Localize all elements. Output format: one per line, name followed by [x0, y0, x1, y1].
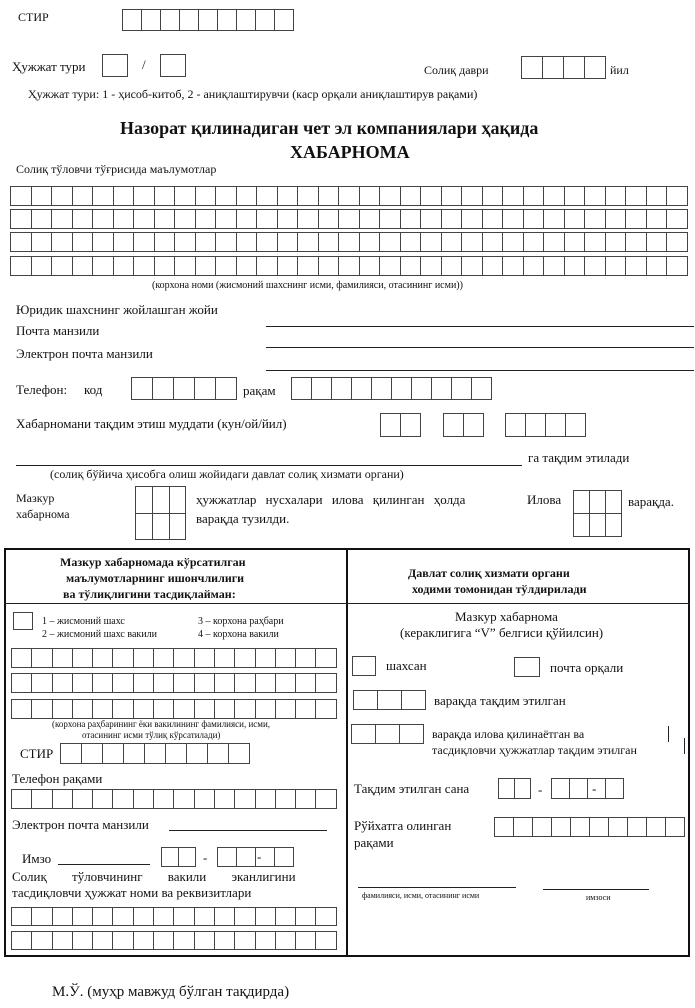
form-heading: ХАБАРНОМА [290, 142, 410, 162]
signature-line[interactable] [58, 864, 150, 865]
taxpayer-section-label: Солиқ тўловчи тўғрисида маълумотлар [16, 162, 217, 176]
rep-doc-row[interactable] [11, 931, 337, 950]
appendix-label: Илова [527, 492, 562, 507]
appendix-sheets-input[interactable] [573, 490, 622, 537]
year-label: йил [610, 63, 629, 77]
postal-label: Почта манзили [16, 323, 100, 338]
rep-doc-label-2: тасдиқловчи ҳужжат номи ва реквизитлари [12, 885, 252, 900]
phone-number-label: рақам [243, 383, 276, 398]
signature-date-dash-2: - [257, 849, 262, 864]
phone-code-input[interactable] [131, 377, 237, 400]
email-label: Электрон почта манзили [16, 346, 153, 361]
authority-sub-1: Мазкур хабарнома [455, 609, 558, 624]
rep-doc-label-1: Солиқ тўловчининг вакили эканлигини [12, 869, 296, 884]
signature-day-input[interactable] [161, 847, 196, 867]
deadline-year-input[interactable] [505, 413, 586, 437]
signer-stir-input[interactable] [60, 743, 250, 764]
doc-type-input[interactable] [102, 54, 128, 77]
confirm-header-3: ва тўлиқлигини тасдиқлайман: [63, 587, 236, 601]
notice-label-1: Мазкур [16, 491, 55, 505]
taxpayer-name-row[interactable] [10, 209, 688, 229]
submitted-sheets-label: варақда тақдим этилган [434, 693, 566, 708]
tax-period-year-input[interactable] [521, 56, 606, 79]
doc-type-slash: / [142, 57, 146, 72]
stir-input[interactable] [122, 9, 294, 31]
submission-date-dash-2: - [592, 781, 597, 796]
tax-authority-line[interactable] [16, 465, 522, 466]
address-label: Юридик шахснинг жойлашган жойи [16, 302, 218, 317]
phone-number-input[interactable] [291, 377, 492, 400]
appendix-docs-label-1: варақда илова қилинаётган ва [432, 727, 585, 741]
submitted-to-label: га тақдим этилади [528, 450, 630, 465]
signer-email-label: Электрон почта манзили [12, 817, 149, 832]
deadline-day-input[interactable] [380, 413, 421, 437]
by-mail-label: почта орқали [550, 660, 624, 675]
confirm-header-2: маълумотларнинг ишончлилиги [66, 571, 245, 585]
deadline-month-input[interactable] [443, 413, 484, 437]
official-name-line[interactable] [358, 887, 516, 888]
signer-type-input[interactable] [13, 612, 33, 630]
submission-date-dash-1: - [538, 782, 543, 797]
submission-date-label: Тақдим этилган сана [354, 781, 470, 796]
stir-label: СТИР [18, 10, 49, 24]
correction-number-input[interactable] [160, 54, 186, 77]
signature-month-input[interactable] [217, 847, 294, 867]
submitted-sheets-input[interactable] [353, 690, 426, 710]
official-signature-line[interactable] [543, 889, 649, 890]
copies-text-1: ҳужжатлар нусхалари илова қилинган ҳолда [196, 492, 466, 507]
signer-phone-label: Телефон рақами [12, 771, 103, 786]
email-line[interactable] [266, 370, 694, 371]
form-title: Назорат қилинадиган чет эл компаниялари ҳақида [120, 118, 539, 138]
doc-type-label: Ҳужжат тури [12, 59, 86, 74]
registration-label-2: рақами [354, 835, 394, 850]
signer-opt-4: 4 – корхона вакили [198, 629, 279, 640]
sheets-label: варақда. [628, 494, 674, 509]
authority-sub-2: (кераклигига “V” белгиси қўйилсин) [400, 625, 604, 640]
confirm-header-1: Мазкур хабарномада кўрсатилган [60, 555, 246, 569]
appendix-sheets-count-input[interactable] [351, 724, 424, 744]
postal-line[interactable] [266, 347, 694, 348]
signature-label: Имзо [22, 851, 52, 866]
signer-opt-3: 3 – корхона раҳбари [198, 616, 284, 627]
registration-number-input[interactable] [494, 817, 685, 837]
in-person-checkbox[interactable] [352, 656, 376, 676]
signer-phone-input[interactable] [11, 789, 337, 809]
notice-label-2: хабарнома [16, 507, 70, 521]
signer-name-row[interactable] [11, 699, 337, 719]
taxpayer-name-caption: (корхона номи (жисмоний шахснинг исми, фамилияси, отасининг исми)) [152, 280, 463, 291]
notice-copies-input[interactable] [135, 486, 186, 540]
signer-name-row[interactable] [11, 673, 337, 693]
address-line[interactable] [266, 326, 694, 327]
signer-opt-2: 2 – жисмоний шахс вакили [42, 629, 157, 640]
submission-month-input[interactable] [551, 778, 624, 799]
phone-label: Телефон: [16, 382, 68, 397]
authority-header-1: Давлат солиқ хизмати органи [408, 566, 570, 580]
signer-opt-1: 1 – жисмоний шахс [42, 616, 125, 627]
in-person-label: шахсан [386, 658, 427, 673]
tax-period-label: Солиқ даври [424, 63, 489, 77]
signer-name-caption-1: (корхона раҳбарининг ёки вакилининг фамилияси, исми, [52, 719, 271, 729]
phone-code-label: код [84, 382, 103, 397]
by-mail-checkbox[interactable] [514, 657, 540, 677]
registration-label-1: Рўйхатга олинган [354, 818, 452, 833]
submission-day-input[interactable] [498, 778, 531, 799]
appendix-docs-label-2: тасдиқловчи ҳужжатлар тақдим этилган [432, 743, 637, 757]
authority-header-2: ходими томонидан тўлдирилади [412, 582, 587, 596]
signature-date-dash-1: - [203, 850, 208, 865]
official-signature-caption: имзоси [586, 893, 611, 902]
signer-stir-label: СТИР [20, 746, 54, 761]
doc-type-note: Ҳужжат тури: 1 - ҳисоб-китоб, 2 - аниқлаштирувчи (каср орқали аниқлаштирув рақами) [28, 87, 478, 101]
copies-text-2: варақда тузилди. [196, 511, 290, 526]
deadline-label: Хабарномани тақдим этиш муддати (кун/ой/йил) [16, 416, 287, 431]
signer-name-caption-2: отасининг исми тўлиқ кўрсатилади) [82, 730, 221, 740]
signer-email-line[interactable] [169, 830, 327, 831]
tax-authority-caption: (солиқ бўйича ҳисобга олиш жойидаги давлат солиқ хизмати органи) [50, 467, 404, 481]
official-name-caption: фамилияси, исми, отасининг исми [362, 891, 480, 900]
stamp-note: М.Ў. (муҳр мавжуд бўлган тақдирда) [52, 984, 290, 1000]
signer-name-row[interactable] [11, 648, 337, 668]
taxpayer-name-row[interactable] [10, 232, 688, 252]
rep-doc-row[interactable] [11, 907, 337, 926]
taxpayer-name-row[interactable] [10, 256, 688, 276]
taxpayer-name-row[interactable] [10, 186, 688, 206]
